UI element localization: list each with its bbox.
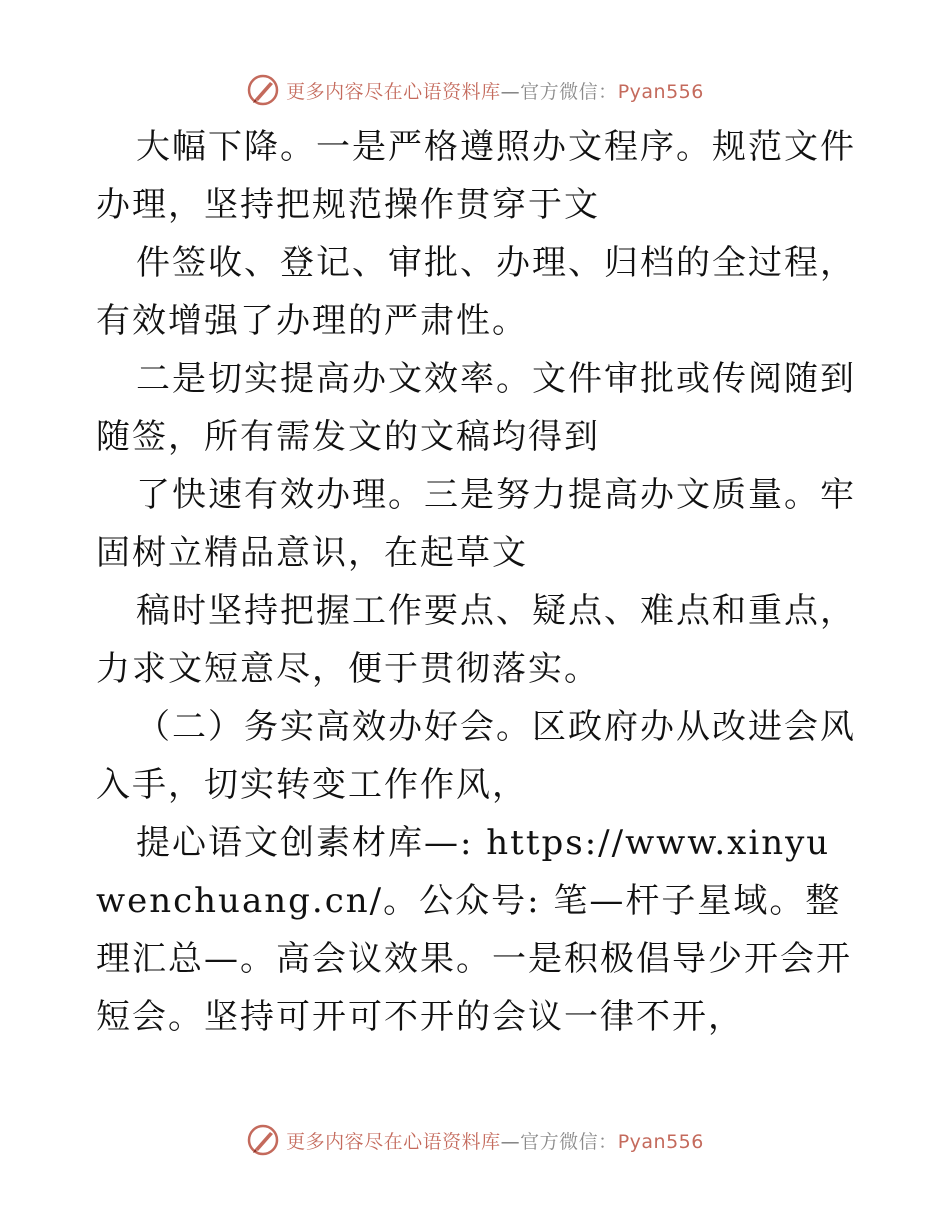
watermark-wechat-account: Pyan556 [617,80,704,103]
paragraph-2: 件签收、登记、审批、办理、归档的全过程，有效增强了办理的严肃性。 [96,243,856,341]
watermark-wechat-account: Pyan556 [617,1130,704,1153]
paragraph-1: 大幅下降。一是严格遵照办文程序。规范文件办理，坚持把规范操作贯穿于文 [96,127,856,225]
header-watermark [0,70,950,110]
paragraph-7: 提心语文创素材库—: https://www.xinyuwenchuang.cn/。公众号: 笔—杆子星域。整理汇总—。高会议效果。一是积极倡导少开会开短会。坚持可开可不开的会议一律不开， [96,823,852,1037]
watermark-site-text: 更多内容尽在心语资料库 [286,80,501,103]
paragraph-3: 二是切实提高办文效率。文件审批或传阅随到随签，所有需发文的文稿均得到 [96,359,856,457]
paragraph-5: 稿时坚持把握工作要点、疑点、难点和重点，力求文短意尽，便于贯彻落实。 [96,591,856,689]
watermark-dash: — [500,1130,521,1153]
watermark-wechat-label: 官方微信： [520,80,618,103]
paragraph-4: 了快速有效办理。三是努力提高办文质量。牢固树立精品意识，在起草文 [96,475,856,573]
watermark-wechat-label: 官方微信： [520,1130,618,1153]
quill-pen-logo-icon [246,73,280,107]
watermark-dash: — [500,80,521,103]
watermark-text [286,77,704,104]
watermark-text [286,1127,704,1154]
quill-pen-logo-icon [246,1123,280,1157]
paragraph-6: （二）务实高效办好会。区政府办从改进会风入手，切实转变工作作风， [96,707,856,805]
footer-watermark [0,1120,950,1160]
document-body [96,118,856,1046]
watermark-site-text: 更多内容尽在心语资料库 [286,1130,501,1153]
